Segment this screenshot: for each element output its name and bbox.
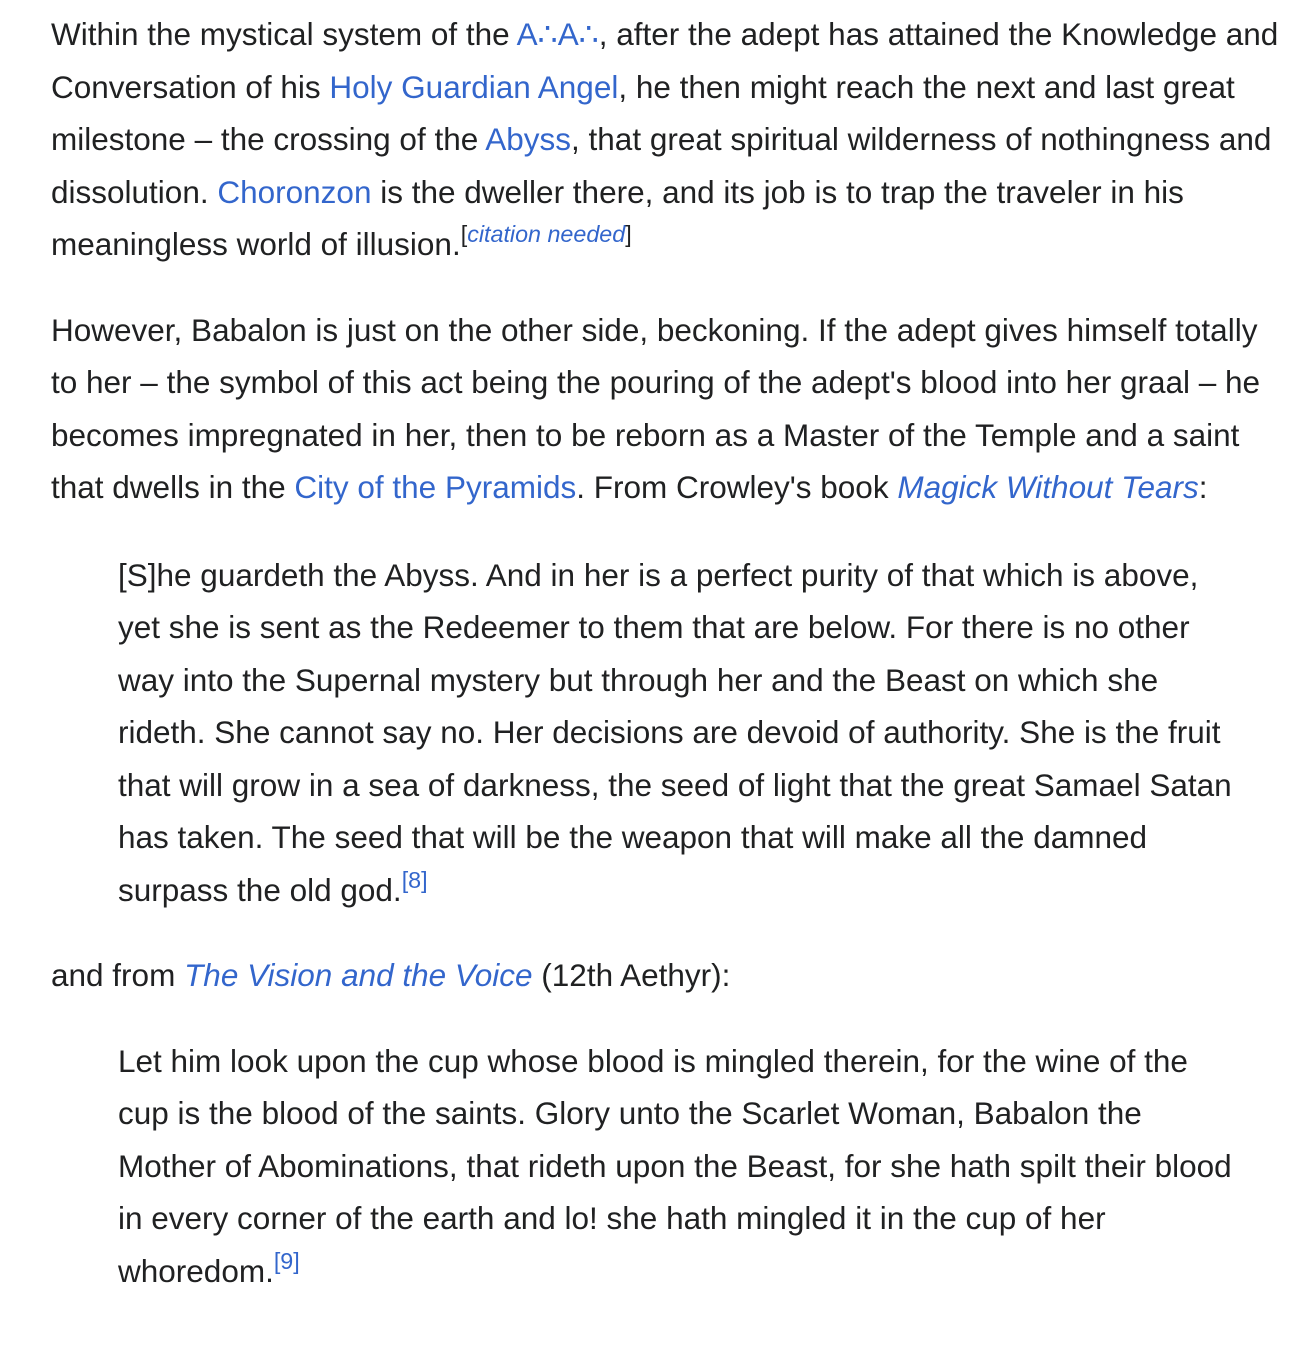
para1-text-4: , that great spiritual wilderness of nothingness and dissolution. [51,121,1272,210]
cn-close-bracket: ] [625,221,632,248]
para2-text-1: However, Babalon is just on the other side, beckoning. If the adept gives himself totally to her – the symbol of this act being the pouring of the adept's blood into her graal – he becomes impregnated in her, then to be reborn as a Master of the Temple and a saint that dwells in the [51,311,1261,505]
citation-needed-tag [461,221,632,247]
link-city-of-the-pyramids[interactable]: City of the Pyramids [294,469,577,505]
link-the-vision-and-the-voice[interactable]: The Vision and the Voice [184,957,533,993]
para3-text-2: (12th Aethyr): [532,957,731,993]
blockquote-magick-without-tears [118,549,1238,917]
cn-open-bracket: [ [460,221,468,248]
para2-text-2: . From Crowley's book [576,469,898,505]
para1-text-2: , after the adept has attained the Knowledge and Conversation of his [51,16,1279,105]
para1-text-3: , he then might reach the next and last great milestone – the crossing of the [51,68,1235,157]
paragraph-babalon [51,304,1291,514]
para1-text-5: is the dweller there, and its job is to trap the traveler in his meaningless world of illusion. [51,173,1184,262]
quote1-text: [S]he guardeth the Abyss. And in her is a perfect purity of that which is above, yet she is sent as the Redeemer to them that are below. For there is no other way into the Supernal mystery but through her and the Beast on which she rideth. She cannot say no. Her decisions are devoid of authority. She is the fruit that will grow in a sea of darkness, the seed of light that the great Samael Satan has taken. The seed that will be the weapon that will make all the damned surpass the old god. [118,556,1232,908]
article-content [51,8,1291,1297]
reference-8-link[interactable]: [8] [401,866,428,893]
link-aa[interactable]: A∴A∴ [516,16,599,52]
reference-9-link[interactable]: [9] [273,1247,300,1274]
quote2-text: Let him look upon the cup whose blood is mingled therein, for the wine of the cup is the blood of the saints. Glory unto the Scarlet Woman, Babalon the Mother of Abominations, that rideth upon the Beast, for she hath spilt their blood in every corner of the earth and lo! she hath mingled it in the cup of her whoredom. [118,1042,1232,1289]
para1-text-1: Within the mystical system of the [51,16,517,52]
paragraph-vision-and-voice [51,949,1291,1002]
paragraph-abyss [51,8,1291,271]
para3-text-1: and from [51,957,185,993]
link-choronzon[interactable]: Choronzon [217,173,372,210]
para2-text-3: : [1198,469,1208,505]
blockquote-vision-and-voice [118,1035,1238,1298]
link-abyss[interactable]: Abyss [485,121,572,157]
link-magick-without-tears[interactable]: Magick Without Tears [897,469,1199,505]
link-holy-guardian-angel[interactable]: Holy Guardian Angel [329,68,619,105]
link-citation-needed[interactable]: citation needed [467,221,626,248]
